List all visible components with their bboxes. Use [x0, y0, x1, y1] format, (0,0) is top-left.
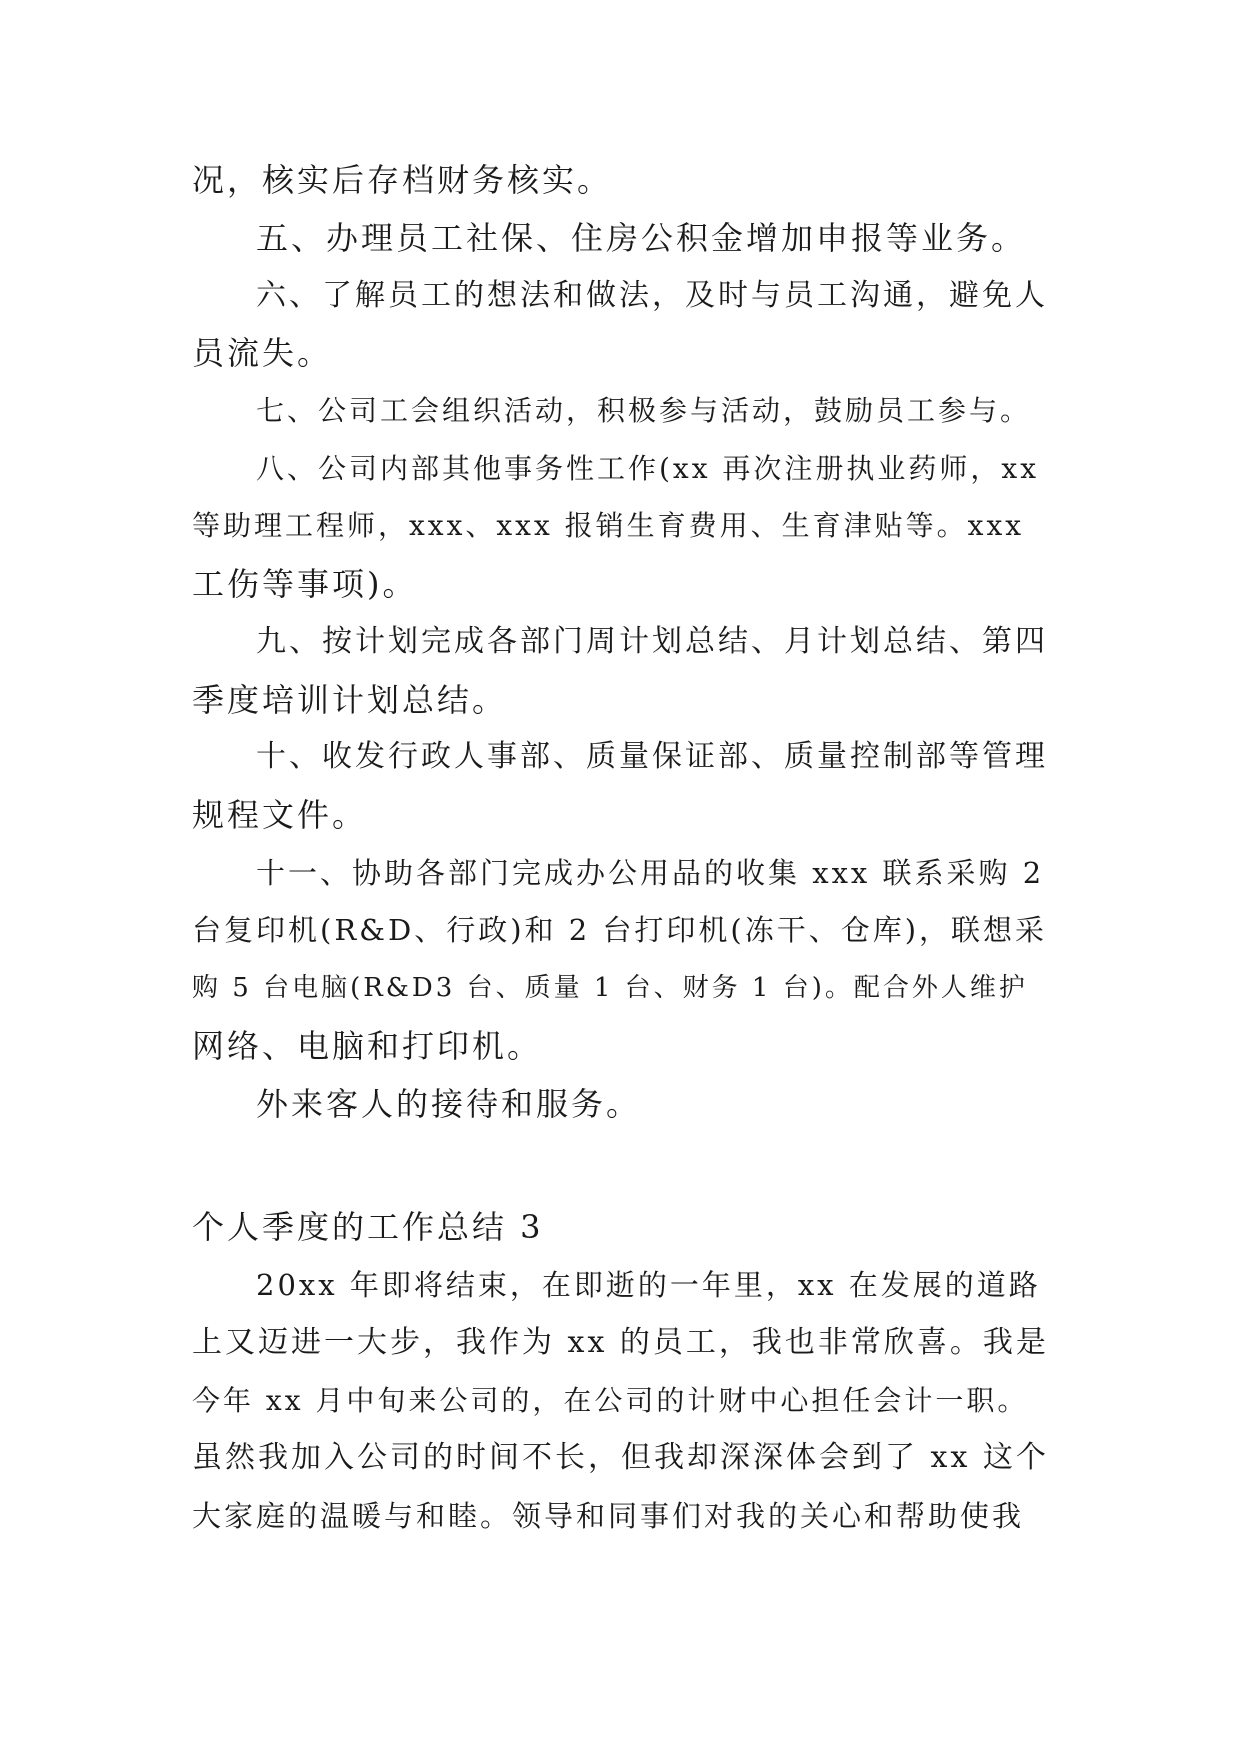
text-line: 况，核实后存档财务核实。: [192, 161, 613, 199]
text-line: 十、收发行政人事部、质量保证部、质量控制部等管理: [256, 739, 1048, 774]
text-line: 大家庭的温暖与和睦。领导和同事们对我的关心和帮助使我: [192, 1499, 1025, 1533]
text-line: 网络、电脑和打印机。: [192, 1027, 543, 1065]
text-line: 七、公司工会组织活动，积极参与活动，鼓励员工参与。: [256, 394, 1032, 427]
text-line: 外来客人的接待和服务。: [256, 1085, 642, 1123]
section-heading: 个人季度的工作总结 3: [192, 1208, 544, 1246]
text-line: 等助理工程师，xxx、xxx 报销生育费用、生育津贴等。xxx: [192, 509, 1025, 542]
text-line: 台复印机(R&D、行政)和 2 台打印机(冻干、仓库)，联想采: [192, 913, 1048, 947]
text-line: 20xx 年即将结束，在即逝的一年里，xx 在发展的道路: [256, 1268, 1041, 1302]
text-line: 虽然我加入公司的时间不长，但我却深深体会到了 xx 这个: [192, 1440, 1049, 1475]
text-line: 规程文件。: [192, 796, 368, 834]
text-line: 季度培训计划总结。: [192, 681, 508, 719]
text-line: 工伤等事项)。: [192, 565, 418, 603]
text-line: 九、按计划完成各部门周计划总结、月计划总结、第四: [256, 624, 1048, 659]
text-line: 上又迈进一大步，我作为 xx 的员工，我也非常欣喜。我是: [192, 1325, 1049, 1360]
text-line: 员流失。: [192, 334, 333, 372]
text-line: 六、了解员工的想法和做法，及时与员工沟通，避免人: [256, 278, 1048, 313]
text-line: 八、公司内部其他事务性工作(xx 再次注册执业药师，xx: [256, 452, 1039, 485]
text-line: 十一、协助各部门完成办公用品的收集 xxx 联系采购 2: [256, 856, 1045, 890]
text-line: 今年 xx 月中旬来公司的，在公司的计财中心担任会计一职。: [192, 1384, 1029, 1417]
text-line: 五、办理员工社保、住房公积金增加申报等业务。: [256, 219, 1027, 257]
text-line: 购 5 台电脑(R&D3 台、质量 1 台、财务 1 台)。配合外人维护: [192, 973, 1028, 1003]
